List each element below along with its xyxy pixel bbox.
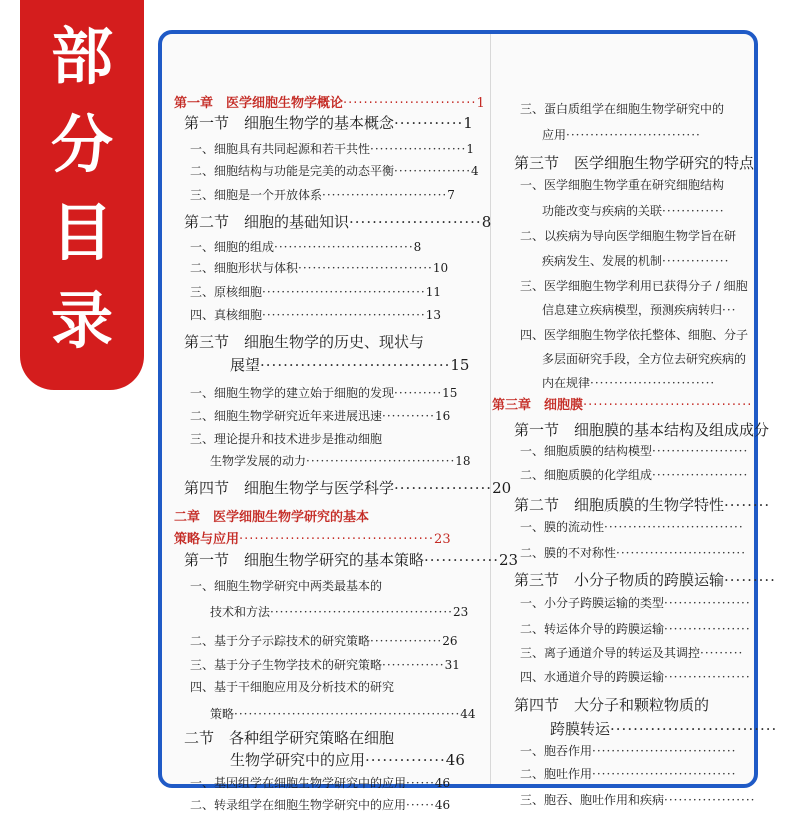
- toc-entry-title: 疾病发生、发展的机制: [542, 254, 663, 268]
- toc-entry-title: 二、细胞形状与体积: [190, 261, 299, 275]
- toc-entry-cont: [542, 301, 736, 318]
- toc-entry-title: 二章 医学细胞生物学研究的基本: [174, 510, 370, 525]
- toc-page-number: 1: [476, 96, 485, 111]
- toc-entry-item: [520, 668, 751, 685]
- toc-leader-dots: ····························: [566, 128, 701, 142]
- toc-entry-item: [190, 656, 460, 673]
- toc-leader-dots: ·································: [583, 398, 753, 413]
- toc-entry-title: 生物学发展的动力: [210, 454, 307, 468]
- toc-entry-item: [190, 283, 441, 300]
- toc-entry-item: [190, 796, 450, 813]
- toc-entry-cont: [210, 705, 476, 722]
- toc-entry-cont: [542, 126, 701, 143]
- toc-page-number: 13: [425, 308, 441, 322]
- toc-entry-title: 二、细胞结构与功能是完美的动态平衡: [190, 164, 395, 178]
- toc-entry-item: [520, 742, 736, 759]
- toc-right-column: [490, 34, 778, 807]
- toc-entry-title: 二、基于分子示踪技术的研究策略: [190, 634, 371, 648]
- toc-entry-item: [190, 577, 382, 594]
- toc-page-number: 23: [434, 532, 451, 547]
- toc-entry-section: [184, 112, 473, 133]
- toc-page-number: 1: [463, 114, 473, 132]
- toc-leader-dots: ··································: [262, 285, 426, 299]
- toc-page-number: 1: [466, 142, 474, 156]
- toc-entry-section: [184, 211, 491, 232]
- toc-entry-title: 二、转运体介导的跨膜运输: [520, 622, 665, 636]
- toc-leader-dots: ·········: [724, 571, 776, 589]
- toc-entry-title: 第四节 细胞生物学与医学科学: [184, 479, 395, 497]
- toc-entry-title: 三、蛋白质组学在细胞生物学研究中的: [520, 102, 725, 116]
- toc-entry-secont: [230, 354, 469, 375]
- toc-entry-secont: [550, 718, 777, 739]
- toc-leader-dots: ··························: [343, 96, 477, 111]
- toc-entry-chapter: [174, 92, 485, 111]
- toc-page-number: 23: [452, 605, 469, 619]
- toc-leader-dots: ·································: [260, 356, 451, 374]
- toc-leader-dots: ····························: [298, 261, 433, 275]
- toc-entry-chapter: [492, 394, 752, 413]
- toc-page-number: 8: [413, 240, 422, 254]
- toc-entry-title: 生物学研究中的应用: [230, 751, 366, 769]
- toc-leader-dots: ···············································: [234, 707, 461, 721]
- toc-page-number: 20: [492, 479, 512, 497]
- toc-entry-section: [514, 694, 709, 715]
- toc-entry-item: [520, 791, 756, 808]
- toc-entry-title: 第一章 医学细胞生物学概论: [174, 96, 344, 111]
- toc-entry-item: [190, 140, 474, 157]
- toc-page-number: 7: [447, 188, 455, 202]
- toc-leader-dots: ···················: [664, 793, 756, 807]
- toc-entry-item: [190, 162, 479, 179]
- toc-entry-title: 三、胞吞、胞吐作用和疾病: [520, 793, 665, 807]
- toc-leader-dots: ·····························: [274, 240, 414, 254]
- toc-entry-title: 技术和方法: [210, 605, 271, 619]
- toc-entry-title: 一、膜的流动性: [520, 520, 605, 534]
- banner-char-4: 录: [50, 284, 113, 357]
- toc-leader-dots: ······························: [592, 767, 737, 781]
- toc-leader-dots: ·················: [394, 479, 493, 497]
- toc-entry-title: 二、细胞质膜的化学组成: [520, 468, 653, 482]
- toc-entry-title: 四、基于干细胞应用及分析技术的研究: [190, 680, 395, 694]
- toc-entry-item: [190, 259, 448, 276]
- toc-entry-title: 三、理论提升和技术进步是推动细胞: [190, 432, 383, 446]
- toc-entry-item: [190, 384, 457, 401]
- toc-entry-item: [190, 407, 450, 424]
- toc-leader-dots: ······: [406, 798, 435, 812]
- toc-entry-chapter: [174, 506, 369, 525]
- toc-entry-title: 三、医学细胞生物学利用已获得分子 / 细胞: [520, 279, 748, 293]
- toc-leader-dots: ···: [722, 303, 737, 317]
- toc-entry-title: 二节 各种组学研究策略在细胞: [184, 729, 395, 747]
- toc-entry-title: 展望: [230, 356, 261, 374]
- toc-entry-section: [514, 419, 769, 440]
- toc-page-number: 23: [499, 551, 519, 569]
- toc-entry-title: 一、细胞质膜的结构模型: [520, 444, 653, 458]
- toc-page-number: 8: [481, 213, 492, 231]
- toc-leader-dots: ·······························: [306, 454, 456, 468]
- toc-entry-item: [190, 632, 458, 649]
- banner-char-2: 分: [50, 108, 113, 181]
- toc-entry-title: 内在规律: [542, 376, 591, 390]
- toc-entry-item: [520, 442, 748, 459]
- toc-page-number: 15: [450, 356, 470, 374]
- toc-entry-item: [520, 765, 736, 782]
- toc-leader-dots: ·············: [662, 204, 725, 218]
- toc-entry-item: [520, 544, 746, 561]
- toc-entry-section: [184, 549, 518, 570]
- banner-char-1: 部: [50, 20, 113, 93]
- toc-entry-item: [520, 100, 724, 117]
- toc-entry-section: [184, 331, 424, 352]
- toc-entry-item: [520, 176, 724, 193]
- toc-entry-title: 策略: [210, 707, 235, 721]
- toc-entry-title: 第一节 细胞生物学研究的基本策略: [184, 551, 425, 569]
- toc-leader-dots: ··············: [662, 254, 730, 268]
- toc-entry-title: 多层面研究手段，全方位去研究疾病的: [542, 352, 747, 366]
- toc-entry-secont: [230, 749, 465, 770]
- toc-leader-dots: ··················: [664, 670, 751, 684]
- toc-entry-item: [520, 466, 748, 483]
- toc-entry-item: [520, 518, 744, 535]
- toc-entry-item: [520, 644, 743, 661]
- toc-leader-dots: ··················: [664, 596, 751, 610]
- toc-entry-title: 三、细胞是一个开放体系: [190, 188, 323, 202]
- toc-leader-dots: ······························: [592, 744, 737, 758]
- toc-leader-dots: ·····························: [604, 520, 744, 534]
- toc-entry-title: 三、基于分子生物学技术的研究策略: [190, 658, 383, 672]
- toc-entry-title: 跨膜转运: [550, 720, 611, 738]
- toc-page-number: 11: [425, 285, 441, 299]
- toc-entry-cont: [210, 452, 471, 469]
- toc-page-number: 31: [444, 658, 460, 672]
- toc-entry-title: 第二节 细胞的基础知识: [184, 213, 350, 231]
- toc-leader-dots: ············: [394, 114, 464, 132]
- toc-page-frame: [158, 30, 778, 812]
- toc-leader-dots: ···························: [616, 546, 747, 560]
- toc-page-number: 18: [455, 454, 471, 468]
- toc-entry-title: 二、细胞生物学研究近年来进展迅速: [190, 409, 383, 423]
- toc-entry-title: 一、细胞具有共同起源和若干共性: [190, 142, 371, 156]
- toc-entry-item: [190, 306, 441, 323]
- toc-entry-title: 功能改变与疾病的关联: [542, 204, 663, 218]
- toc-entry-section: [514, 152, 754, 173]
- toc-entry-title: 一、细胞的组成: [190, 240, 275, 254]
- toc-page-number: 46: [434, 798, 451, 812]
- toc-entry-title: 四、医学细胞生物学依托整体、细胞、分子: [520, 328, 749, 342]
- toc-banner: [20, 0, 144, 390]
- toc-entry-item: [520, 326, 748, 343]
- toc-page-number: 16: [434, 409, 451, 423]
- toc-leader-dots: ··························: [322, 188, 448, 202]
- banner-char-3: 目: [50, 196, 113, 269]
- toc-leader-dots: ······································: [270, 605, 453, 619]
- toc-entry-title: 三、离子通道介导的转运及其调控: [520, 646, 701, 660]
- toc-page-number: 15: [442, 386, 458, 400]
- toc-leader-dots: ··································: [262, 308, 426, 322]
- toc-entry-title: 第一节 细胞膜的基本结构及组成成分: [514, 421, 770, 439]
- toc-entry-item: [520, 594, 751, 611]
- toc-entry-item: [190, 186, 455, 203]
- toc-entry-section: [184, 727, 394, 748]
- toc-entry-item: [520, 620, 751, 637]
- toc-entry-cont: [542, 350, 746, 367]
- toc-page-number: 26: [442, 634, 458, 648]
- toc-entry-title: 第三章 细胞膜: [492, 398, 584, 413]
- toc-leader-dots: ······································: [239, 532, 435, 547]
- toc-leader-dots: ················: [394, 164, 472, 178]
- toc-entry-section: [184, 477, 511, 498]
- toc-entry-title: 应用: [542, 128, 567, 142]
- toc-page-number: 4: [471, 164, 479, 178]
- toc-entry-title: 四、水通道介导的跨膜运输: [520, 670, 665, 684]
- toc-leader-dots: ····················: [370, 142, 467, 156]
- toc-leader-dots: ·············: [424, 551, 500, 569]
- toc-entry-title: 一、基因组学在细胞生物学研究中的应用: [190, 776, 407, 790]
- toc-page-number: 46: [434, 776, 451, 790]
- toc-leader-dots: ···············: [370, 634, 443, 648]
- toc-entry-cont: [542, 202, 725, 219]
- toc-leader-dots: ····················: [652, 468, 749, 482]
- toc-entry-item: [520, 227, 736, 244]
- toc-page-number: 46: [445, 751, 465, 769]
- toc-entry-cont: [210, 603, 468, 620]
- toc-leader-dots: ······: [406, 776, 435, 790]
- toc-leader-dots: ···········: [382, 409, 435, 423]
- toc-leader-dots: ·········: [700, 646, 744, 660]
- toc-entry-title: 一、医学细胞生物学重在研究细胞结构: [520, 178, 725, 192]
- toc-entry-item: [190, 430, 382, 447]
- toc-leader-dots: ·············: [382, 658, 445, 672]
- toc-leader-dots: ····················: [652, 444, 749, 458]
- toc-entry-chapter: [174, 528, 451, 547]
- toc-entry-title: 第一节 细胞生物学的基本概念: [184, 114, 395, 132]
- toc-page-number: 10: [432, 261, 449, 275]
- toc-left-column: [162, 34, 519, 812]
- toc-entry-section: [514, 569, 776, 590]
- toc-page-number: 44: [460, 707, 476, 721]
- toc-entry-section: [514, 494, 770, 515]
- toc-entry-title: 策略与应用: [174, 532, 240, 547]
- toc-entry-title: 一、细胞生物学研究中两类最基本的: [190, 579, 383, 593]
- toc-leader-dots: ··········: [394, 386, 443, 400]
- toc-entry-title: 第三节 细胞生物学的历史、现状与: [184, 333, 425, 351]
- toc-entry-title: 第三节 小分子物质的跨膜运输: [514, 571, 725, 589]
- toc-leader-dots: ··················: [664, 622, 751, 636]
- toc-entry-title: 一、胞吞作用: [520, 744, 593, 758]
- toc-entry-title: 二、转录组学在细胞生物学研究中的应用: [190, 798, 407, 812]
- toc-entry-title: 信息建立疾病模型，预测疾病转归: [542, 303, 723, 317]
- toc-entry-item: [190, 774, 450, 791]
- toc-entry-item: [190, 678, 394, 695]
- toc-leader-dots: ··············: [365, 751, 446, 769]
- toc-entry-item: [520, 277, 748, 294]
- toc-entry-title: 二、膜的不对称性: [520, 546, 617, 560]
- toc-entry-title: 第二节 细胞质膜的生物学特性: [514, 496, 725, 514]
- toc-leader-dots: ·····························: [610, 720, 778, 738]
- toc-entry-cont: [542, 252, 729, 269]
- toc-entry-title: 三、原核细胞: [190, 285, 263, 299]
- toc-entry-title: 一、小分子跨膜运输的类型: [520, 596, 665, 610]
- toc-entry-title: 第三节 医学细胞生物学研究的特点: [514, 154, 755, 172]
- toc-entry-title: 二、胞吐作用: [520, 767, 593, 781]
- toc-leader-dots: ·······················: [349, 213, 482, 231]
- toc-entry-title: 一、细胞生物学的建立始于细胞的发现: [190, 386, 395, 400]
- toc-leader-dots: ········: [724, 496, 771, 514]
- toc-entry-cont: [542, 374, 715, 391]
- toc-entry-item: [190, 238, 421, 255]
- toc-entry-title: 第四节 大分子和颗粒物质的: [514, 696, 710, 714]
- toc-leader-dots: ··························: [590, 376, 716, 390]
- toc-entry-title: 四、真核细胞: [190, 308, 263, 322]
- toc-entry-title: 二、以疾病为导向医学细胞生物学旨在研: [520, 229, 737, 243]
